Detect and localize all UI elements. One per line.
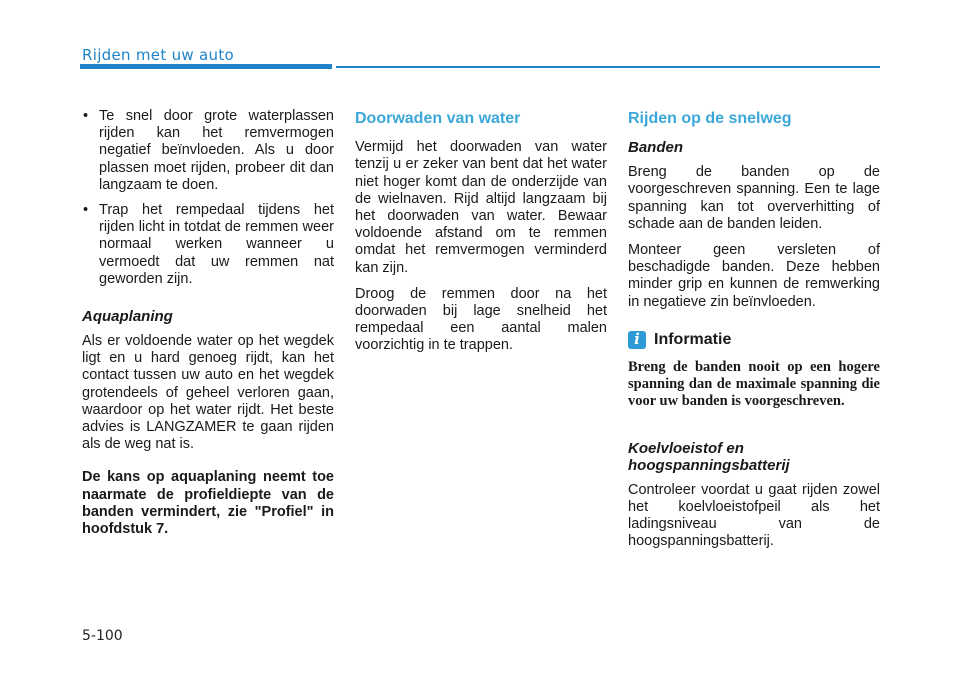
aquaplaning-bold-paragraph: De kans op aquaplaning neemt toe naarmate de profieldiepte van de banden vermindert, zie "Profiel" in hoofdstuk 7. bbox=[82, 469, 334, 538]
bullet-list bbox=[82, 108, 334, 288]
banden-paragraph-2: Monteer geen versleten of beschadigde banden. Deze hebben minder grip en kunnen de remwerking in negatieve zin beïnvloeden. bbox=[628, 242, 880, 310]
info-icon: i bbox=[628, 331, 646, 349]
koelvloeistof-heading-line1: Koelvloeistof en bbox=[628, 439, 744, 457]
banden-heading: Banden bbox=[628, 139, 684, 157]
bullet-item: • Trap het rempedaal tijdens het rijden licht in totdat de remmen weer normaal werken wanneer u vermoedt dat uw remmen nat geworden zijn. bbox=[82, 202, 334, 288]
doorwaden-paragraph-1: Vermijd het doorwaden van water tenzij u er zeker van bent dat het water niet hoger komt dan de onderzijde van de wielnaven. Rijd altijd langzaam bij het doorwaden van water. Bewaar voldoende afstand om te remmen omdat het remvermogen verminderd kan zijn. bbox=[355, 139, 607, 276]
info-label: Informatie bbox=[654, 331, 732, 349]
header-rule-thin bbox=[336, 66, 880, 68]
koelvloeistof-heading-line2: hoogspanningsbatterij bbox=[628, 456, 790, 474]
column-left bbox=[82, 108, 334, 547]
aquaplaning-heading: Aquaplaning bbox=[82, 308, 173, 326]
info-text: Breng de banden nooit op een hogere spanning dan de maximale spanning die voor uw banden is voorgeschreven. bbox=[628, 358, 880, 409]
banden-paragraph-1: Breng de banden op de voorgeschreven spanning. Een te lage spanning kan tot oververhitting of schade aan de banden leiden. bbox=[628, 164, 880, 232]
koelvloeistof-heading bbox=[628, 440, 880, 474]
column-right bbox=[628, 110, 880, 560]
bullet-item: • Te snel door grote waterplassen rijden kan het remvermogen negatief beïnvloeden. Als u door plassen moet rijden, probeer dit dan langzaam te doen. bbox=[82, 108, 334, 194]
section-header: Rijden met uw auto bbox=[82, 46, 234, 64]
page-number: 5-100 bbox=[82, 628, 123, 644]
column-middle bbox=[355, 110, 607, 364]
koelvloeistof-paragraph: Controleer voordat u gaat rijden zowel het koelvloeistofpeil als het ladingsniveau van de hoogspanningsbatterij. bbox=[628, 481, 880, 550]
aquaplaning-paragraph: Als er voldoende water op het wegdek ligt en u hard genoeg rijdt, kan het contact tussen uw auto en het wegdek grotendeels of geheel verloren gaan, waardoor op het water rijdt. Het beste advies is LANGZAMER te gaan rijden als de weg nat is. bbox=[82, 333, 334, 453]
doorwaden-heading: Doorwaden van water bbox=[355, 110, 521, 127]
doorwaden-paragraph-2: Droog de remmen door na het doorwaden bij lage snelheid het rempedaal een aantal malen voorzichtig in te trappen. bbox=[355, 285, 607, 354]
info-header bbox=[628, 331, 880, 349]
header-rule-thick bbox=[80, 64, 332, 69]
snelweg-heading: Rijden op de snelweg bbox=[628, 110, 792, 127]
